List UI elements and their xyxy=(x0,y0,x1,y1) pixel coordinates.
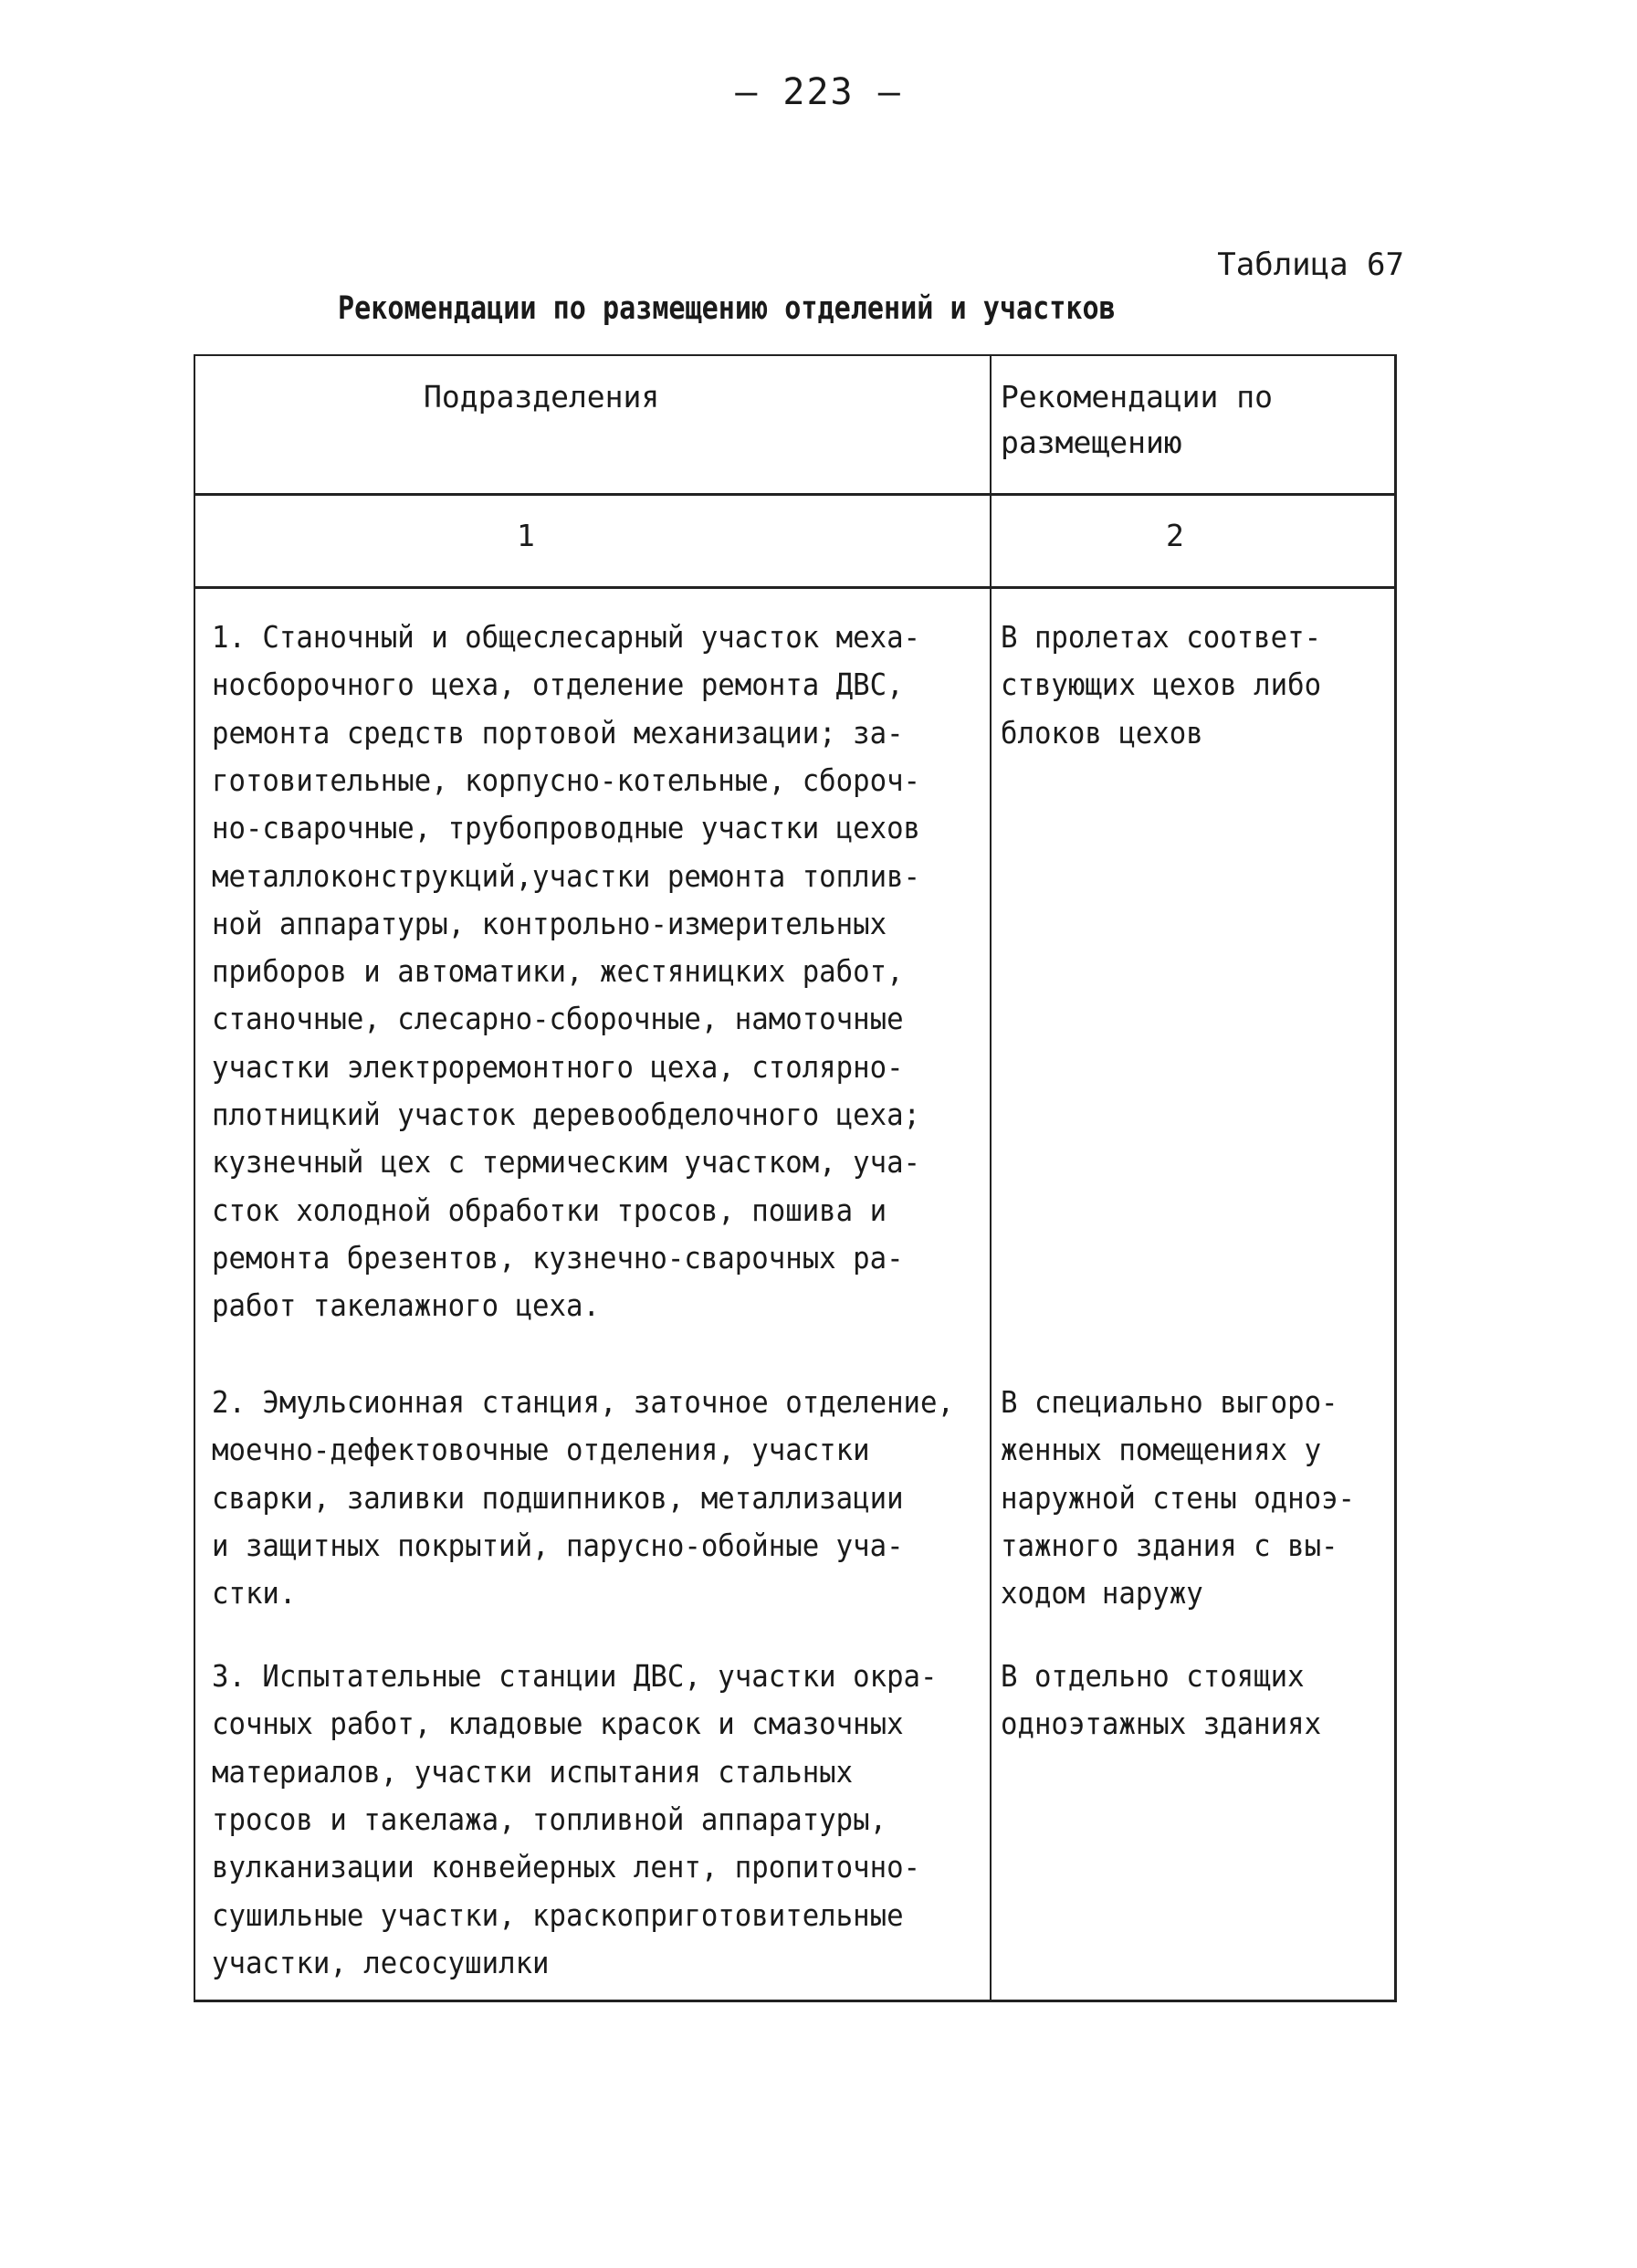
subdivision-line: вулканизации конвейерных лент, пропиточно- xyxy=(212,1849,921,1885)
subdivision-line: 3. Испытательные станции ДВС, участки окра- xyxy=(212,1658,938,1694)
subdivision-line: сушильные участки, краскоприготовительные xyxy=(212,1896,904,1933)
recommendation-line: ствующих цехов либо xyxy=(1001,667,1322,703)
column-number-2: 2 xyxy=(1166,518,1184,553)
subdivision-line: сочных работ, кладовые красок и смазочных xyxy=(212,1706,904,1742)
header-recommendations-line1: Рекомендации по xyxy=(1001,379,1274,415)
subdivision-line: и защитных покрытий, парусно-обойные уча- xyxy=(212,1527,904,1563)
subdivision-line: ной аппаратуры, контрольно-измерительных xyxy=(212,905,887,941)
recommendation-line: В специально выгоро- xyxy=(1001,1384,1338,1420)
header-subdivisions: Подразделения xyxy=(424,379,660,415)
subdivision-line: приборов и автоматики, жестяницких работ, xyxy=(212,953,904,990)
subdivision-line: работ такелажного цеха. xyxy=(212,1287,600,1324)
recommendation-line: блоков цехов xyxy=(1001,714,1203,751)
subdivision-line: 2. Эмульсионная станция, заточное отделение, xyxy=(212,1384,954,1420)
recommendation-line: ходом наружу xyxy=(1001,1575,1203,1612)
subdivision-line: готовительные, корпусно-котельные, сбороч- xyxy=(212,761,921,798)
column-number-1: 1 xyxy=(517,518,535,553)
subdivision-line: ремонта средств портовой механизации; за- xyxy=(212,714,904,751)
recommendation-line: тажного здания с вы- xyxy=(1001,1527,1338,1563)
column-divider xyxy=(990,356,992,2000)
subdivision-line: участки электроремонтного цеха, столярно- xyxy=(212,1048,904,1085)
subdivision-line: стки. xyxy=(212,1575,297,1612)
table-title: Рекомендации по размещению отделений и участков xyxy=(338,290,1116,327)
subdivision-line: участки, лесосушилки xyxy=(212,1944,550,1980)
recommendations-table xyxy=(194,354,1397,2002)
table-label: Таблица 67 xyxy=(1217,247,1404,283)
recommendation-line: женных помещениях у xyxy=(1001,1432,1322,1468)
number-row-divider xyxy=(195,586,1394,589)
page-number: – 223 – xyxy=(735,71,902,113)
subdivision-line: станочные, слесарно-сборочные, намоточные xyxy=(212,1001,904,1037)
subdivision-line: тросов и такелажа, топливной аппаратуры, xyxy=(212,1801,887,1837)
subdivision-line: но-сварочные, трубопроводные участки цехов xyxy=(212,810,921,846)
subdivision-line: носборочного цеха, отделение ремонта ДВС, xyxy=(212,667,904,703)
subdivision-line: кузнечный цех с термическим участком, уча- xyxy=(212,1144,921,1181)
subdivision-line: сварки, заливки подшипников, металлизации xyxy=(212,1479,904,1516)
header-recommendations-line2: размещению xyxy=(1001,425,1182,460)
subdivision-line: моечно-дефектовочные отделения, участки xyxy=(212,1432,870,1468)
subdivision-line: сток холодной обработки тросов, пошива и xyxy=(212,1192,887,1228)
recommendation-line: наружной стены одноэ- xyxy=(1001,1479,1356,1516)
recommendation-line: В пролетах соответ- xyxy=(1001,619,1322,655)
subdivision-line: плотницкий участок деревообделочного цеха; xyxy=(212,1097,921,1132)
subdivision-line: ремонта брезентов, кузнечно-сварочных ра- xyxy=(212,1239,904,1276)
header-divider xyxy=(195,493,1394,496)
recommendation-line: одноэтажных зданиях xyxy=(1001,1706,1322,1742)
subdivision-line: 1. Станочный и общеслесарный участок меха- xyxy=(212,619,921,655)
recommendation-line: В отдельно стоящих xyxy=(1001,1658,1305,1694)
subdivision-line: металлоконструкций,участки ремонта топлив- xyxy=(212,857,921,894)
subdivision-line: материалов, участки испытания стальных xyxy=(212,1753,854,1790)
